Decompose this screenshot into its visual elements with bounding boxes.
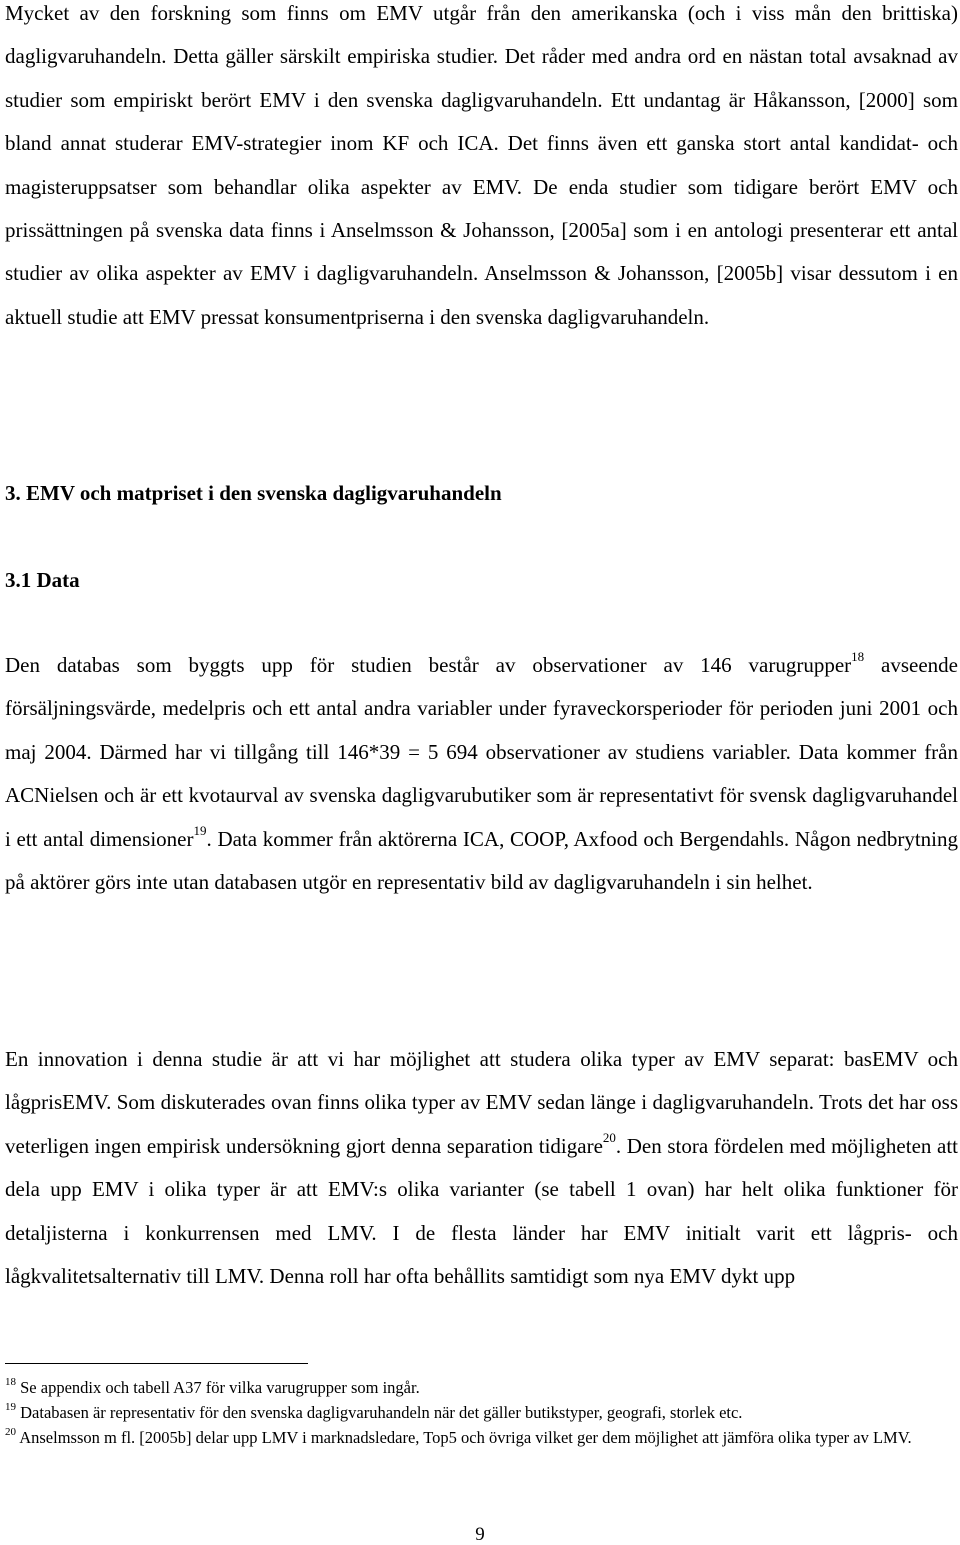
innovation-paragraph xyxy=(5,1038,958,1298)
footnote-number: 18 xyxy=(5,1375,16,1388)
footnote-19 xyxy=(5,1401,958,1425)
footnote-separator xyxy=(5,1363,308,1364)
footnote-number: 19 xyxy=(5,1400,16,1413)
data-text-2: avseende försäljningsvärde, medelpris och ett antal andra variabler under fyraveckorsperioder för perioden juni 2001 och maj 2004. Därmed har vi tillgång till 146*39 = 5 694 observationer av studiens variabler. Data kommer från ACNielsen och är ett kvotaurval av svenska dagligvarubutiker som är representativt för svensk dagligvaruhandel i ett antal dimensioner xyxy=(5,653,958,851)
footnote-ref-19[interactable]: 19 xyxy=(193,822,207,838)
footnote-number: 20 xyxy=(5,1425,16,1438)
innovation-text-1: En innovation i denna studie är att vi har möjlighet att studera olika typer av EMV separat: basEMV och lågprisEMV. Som diskuterades ovan finns olika typer av EMV sedan länge i dagligvaruhandeln. Trots det har oss veterligen ingen empirisk undersökning gjort denna separation tidigare xyxy=(5,1047,958,1158)
footnote-20 xyxy=(5,1426,958,1450)
footnote-text: Databasen är representativ för den svenska dagligvaruhandeln när det gäller butikstyper, geografi, storlek etc. xyxy=(20,1403,743,1422)
data-text-1: Den databas som byggts upp för studien består av observationer av 146 varugrupper xyxy=(5,653,852,677)
footnote-18 xyxy=(5,1376,958,1400)
section-heading: 3. EMV och matpriset i den svenska dagligvaruhandeln xyxy=(5,481,502,505)
footnote-ref-18[interactable]: 18 xyxy=(851,649,865,664)
data-text-3: . Data kommer från aktörerna ICA, COOP, Axfood och Bergendahls. Någon nedbrytning på aktörer görs inte utan databasen utgör en representativ bild av dagligvaruhandeln i sin helhet. xyxy=(5,826,959,895)
innovation-text-2: . Den stora fördelen med möjligheten att dela upp EMV i olika typer är att EMV:s olika varianter (se tabell 1 ovan) har helt olika funktioner för detaljisterna i konkurrensen med LMV. I de flesta länder har EMV initialt varit ett lågpris- och lågkvalitetsalternativ till LMV. Denna roll har ofta behållits samtidigt som nya EMV dykt upp xyxy=(5,1133,958,1289)
subsection-heading: 3.1 Data xyxy=(5,568,80,592)
footnote-ref-20[interactable]: 20 xyxy=(602,1129,616,1145)
page-number: 9 xyxy=(475,1524,485,1545)
intro-paragraph xyxy=(5,0,958,339)
intro-text: Mycket av den forskning som finns om EMV utgår från den amerikanska (och i viss mån den brittiska) dagligvaruhandeln. Detta gäller särskilt empiriska studier. Det råder med andra ord en nästan total avsaknad av studier som empiriskt berört EMV i den svenska dagligvaruhandeln. Ett undantag är Håkansson, [2000] som bland annat studerar EMV-strategier inom KF och ICA. Det finns även ett ganska stort antal kandidat- och magisteruppsatser som behandlar olika aspekter av EMV. De enda studier som tidigare berört EMV och prissättningen på svenska data finns i Anselmsson & Johansson, [2005a] som i en antologi presenterar ett antal studier av olika aspekter av EMV i dagligvaruhandeln. Anselmsson & Johansson, [2005b] visar dessutom i en aktuell studie att EMV pressat konsumentpriserna i den svenska dagligvaruhandeln. xyxy=(5,1,958,329)
data-paragraph xyxy=(5,644,958,904)
footnote-text: Anselmsson m fl. [2005b] delar upp LMV i marknadsledare, Top5 och övriga vilket ger dem möjlighet att jämföra olika typer av LMV. xyxy=(19,1428,912,1447)
footnote-text: Se appendix och tabell A37 för vilka varugrupper som ingår. xyxy=(20,1378,420,1397)
